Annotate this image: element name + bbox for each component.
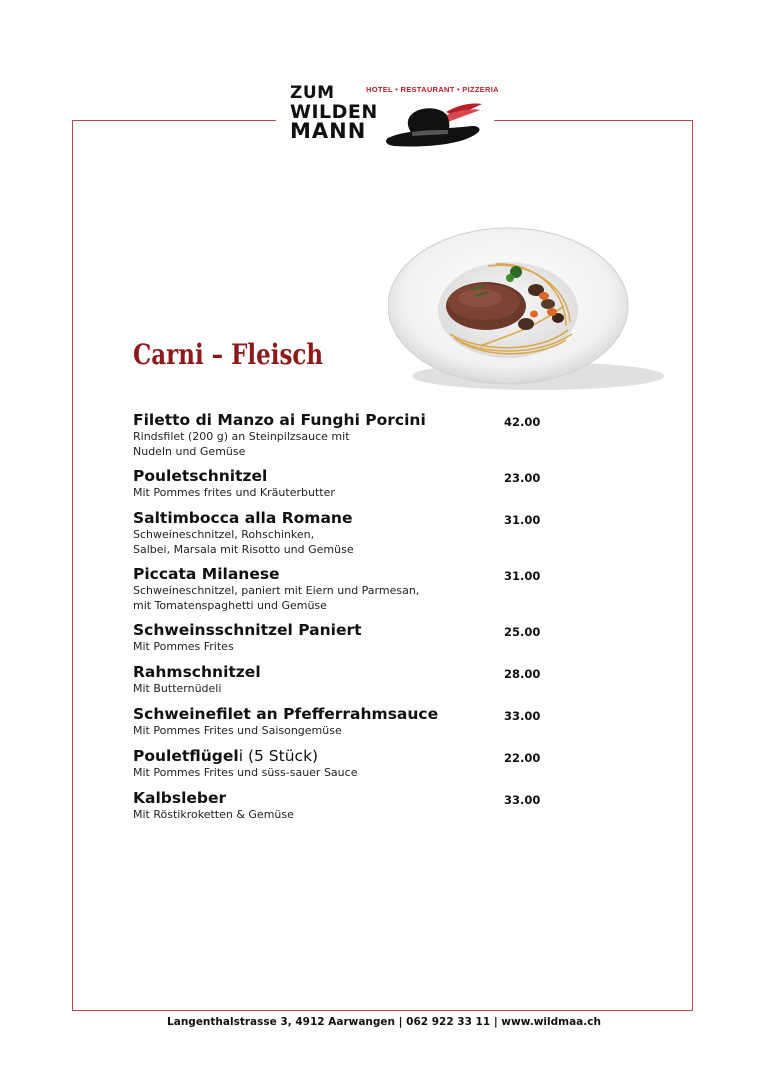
item-description: Mit Pommes Frites — [133, 640, 234, 653]
menu-item — [133, 508, 553, 564]
item-name: Filetto di Manzo ai Funghi Porcini — [133, 411, 426, 429]
item-name: Pouletschnitzel — [133, 467, 268, 485]
item-description: Mit Pommes frites und Kräuterbutter — [133, 486, 335, 499]
item-description: Mit Pommes Frites und süss-sauer Sauce — [133, 766, 358, 779]
menu-list — [133, 410, 553, 830]
item-price: 31.00 — [504, 513, 541, 527]
menu-item — [133, 788, 553, 830]
item-description: Schweineschnitzel, Rohschinken, Salbei, Marsala mit Risotto und Gemüse — [133, 528, 354, 556]
restaurant-logo — [276, 78, 499, 160]
item-description: Rindsfilet (200 g) an Steinpilzsauce mit Nudeln und Gemüse — [133, 430, 350, 458]
logo-tagline: HOTEL • RESTAURANT • PIZZERIA — [366, 85, 499, 94]
menu-item — [133, 466, 553, 508]
item-description: Mit Röstikroketten & Gemüse — [133, 808, 294, 821]
item-name: Rahmschnitzel — [133, 663, 261, 681]
item-name: Kalbsleber — [133, 789, 227, 807]
item-description: Mit Butternüdeli — [133, 682, 222, 695]
menu-item — [133, 746, 553, 788]
item-name: Pouletflügeli (5 Stück) — [133, 747, 319, 765]
item-price: 42.00 — [504, 415, 541, 429]
footer-contact: Langenthalstrasse 3, 4912 Aarwangen | 062 922 33 11 | www.wildmaa.ch — [167, 1016, 601, 1028]
item-price: 33.00 — [504, 709, 541, 723]
item-price: 22.00 — [504, 751, 541, 765]
menu-item — [133, 704, 553, 746]
menu-item — [133, 564, 553, 620]
logo-line-3: MANN — [290, 119, 367, 143]
item-price: 23.00 — [504, 471, 541, 485]
item-price: 31.00 — [504, 569, 541, 583]
logo-line-2: WILDEN — [290, 101, 378, 123]
item-name: Schweinefilet an Pfefferrahmsauce — [133, 705, 439, 723]
menu-item — [133, 620, 553, 662]
item-price: 33.00 — [504, 793, 541, 807]
logo-line-1: ZUM — [290, 83, 335, 103]
menu-item — [133, 662, 553, 704]
section-title: Carni – Fleisch — [133, 338, 324, 371]
item-price: 25.00 — [504, 625, 541, 639]
item-name: Schweinsschnitzel Paniert — [133, 621, 362, 639]
menu-item — [133, 410, 553, 466]
dish-photo — [388, 226, 668, 394]
hat-icon — [384, 100, 484, 154]
item-name: Piccata Milanese — [133, 565, 280, 583]
item-name: Saltimbocca alla Romane — [133, 509, 353, 527]
item-description: Mit Pommes Frites und Saisongemüse — [133, 724, 342, 737]
logo-wordmark — [290, 84, 378, 141]
item-description: Schweineschnitzel, paniert mit Eiern und Parmesan, mit Tomatenspaghetti und Gemüse — [133, 584, 420, 612]
item-price: 28.00 — [504, 667, 541, 681]
